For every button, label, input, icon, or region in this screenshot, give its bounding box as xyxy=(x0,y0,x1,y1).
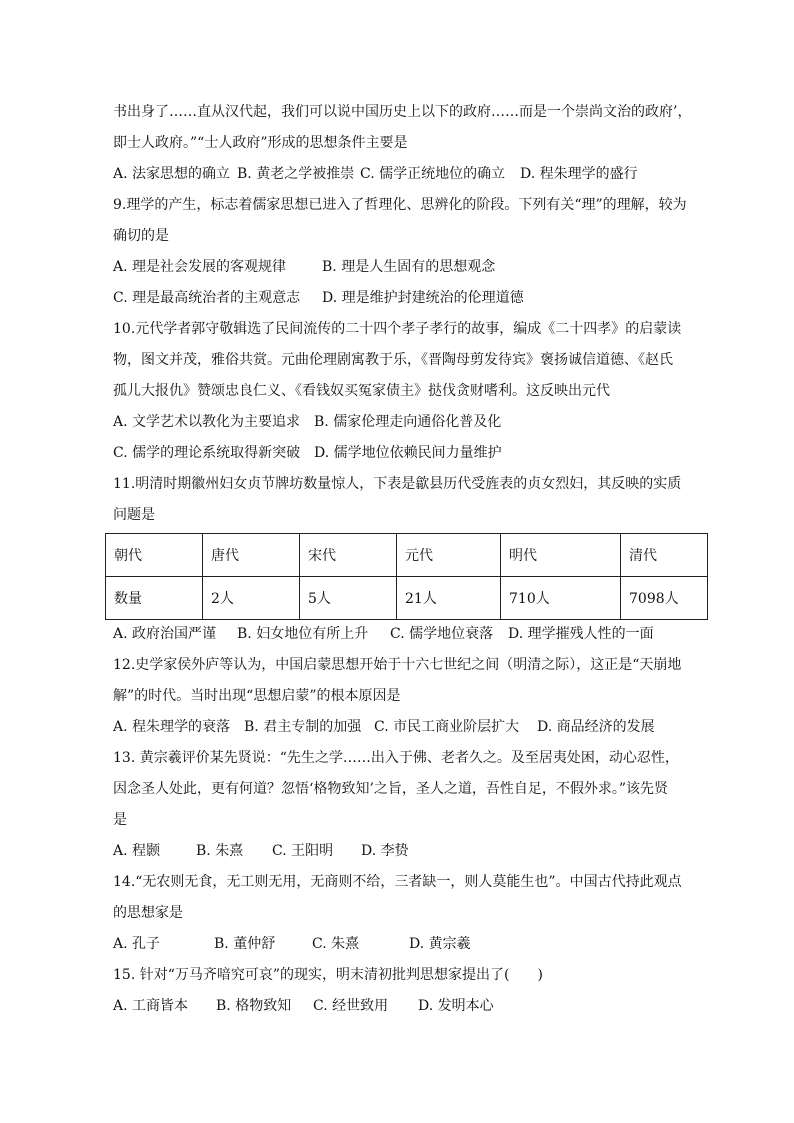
q11-option-c: C. 儒学地位衰落 xyxy=(390,626,494,642)
table-cell: 2人 xyxy=(203,577,300,620)
q12-stem-line-2: 解”的时代。当时出现“思想启蒙”的根本原因是 xyxy=(113,688,401,704)
table-cell: 7098人 xyxy=(621,577,708,620)
q14-stem-line-2: 的思想家是 xyxy=(113,905,183,921)
q12-options xyxy=(113,717,655,737)
q8-option-a: A. 法家思想的确立 xyxy=(113,166,231,182)
q10-option-d: D. 儒学地位依赖民间力量维护 xyxy=(314,445,502,461)
q10-stem-line-1: 10.元代学者郭守敬辑选了民间流传的二十四个孝子孝行的故事，编成《二十四孝》的启蒙读 xyxy=(113,321,682,337)
q15-option-a: A. 工商皆本 xyxy=(113,998,189,1014)
q15-option-b: B. 格物致知 xyxy=(216,998,292,1014)
q15-stem-line-1: 15. 针对“万马齐喑究可哀”的现实，明末清初批判思想家提出了( ) xyxy=(113,967,543,983)
q9-option-b: B. 理是人生固有的思想观念 xyxy=(322,259,496,275)
chastity-arch-table xyxy=(105,533,708,620)
q9-option-d: D. 理是维护封建统治的伦理道德 xyxy=(322,290,524,306)
q9-stem-line-1: 9.理学的产生，标志着儒家思想已进入了哲理化、思辨化的阶段。下列有关“理”的理解，较为 xyxy=(113,197,687,213)
q12-option-c: C. 市民工商业阶层扩大 xyxy=(374,719,520,735)
q9-option-c: C. 理是最高统治者的主观意志 xyxy=(113,290,301,306)
q8-options xyxy=(113,164,638,184)
q11-stem-line-2: 问题是 xyxy=(113,507,155,523)
table-cell: 5人 xyxy=(300,577,397,620)
q13-stem-line-1: 13. 黄宗羲评价某先贤说：“先生之学……出入于佛、老者久之。及至居夷处困，动心忍性， xyxy=(113,750,679,766)
q14-option-a: A. 孔子 xyxy=(113,936,161,952)
table-cell: 唐代 xyxy=(203,534,300,577)
q13-option-b: B. 朱熹 xyxy=(196,843,244,859)
q10-option-c: C. 儒学的理论系统取得新突破 xyxy=(113,445,301,461)
q8-stem-line-1: 书出身了……直从汉代起，我们可以说中国历史上以下的政府……而是一个崇尚文治的政府’， xyxy=(113,104,692,120)
q11-stem-line-1: 11.明清时期徽州妇女贞节牌坊数量惊人，下表是歙县历代受旌表的贞女烈妇，其反映的实质 xyxy=(113,476,682,492)
table-cell: 数量 xyxy=(106,577,203,620)
q10-stem-line-2: 物，图文并茂，雅俗共赏。元曲伦理剧寓教于乐，《晋陶母剪发待宾》褒扬诚信道德、《赵氏 xyxy=(113,352,673,368)
q13-option-a: A. 程颢 xyxy=(113,843,161,859)
q13-stem-line-3: 是 xyxy=(113,812,127,828)
q11-option-a: A. 政府治国严谨 xyxy=(113,626,217,642)
q11-option-d: D. 理学摧残人性的一面 xyxy=(508,626,654,642)
q10-options-row-1 xyxy=(113,412,501,432)
q11-options xyxy=(113,624,654,644)
q9-option-a: A. 理是社会发展的客观规律 xyxy=(113,259,287,275)
q9-stem-line-2: 确切的是 xyxy=(113,228,169,244)
q15-option-c: C. 经世致用 xyxy=(313,998,389,1014)
q11-option-b: B. 妇女地位有所上升 xyxy=(237,626,369,642)
q13-option-d: D. 李贽 xyxy=(361,843,409,859)
table-row xyxy=(106,577,708,620)
q10-option-b: B. 儒家伦理走向通俗化普及化 xyxy=(314,414,502,430)
table-cell: 清代 xyxy=(621,534,708,577)
q9-options-row-1 xyxy=(113,257,495,277)
table-cell: 宋代 xyxy=(300,534,397,577)
table-cell: 朝代 xyxy=(106,534,203,577)
q13-options xyxy=(113,841,409,861)
q12-option-a: A. 程朱理学的衰落 xyxy=(113,719,231,735)
q14-option-b: B. 董仲舒 xyxy=(214,936,276,952)
q9-options-row-2 xyxy=(113,288,524,308)
q12-option-d: D. 商品经济的发展 xyxy=(537,719,655,735)
q10-option-a: A. 文学艺术以教化为主要追求 xyxy=(113,414,301,430)
q13-option-c: C. 王阳明 xyxy=(272,843,334,859)
table-cell: 元代 xyxy=(397,534,501,577)
q15-option-d: D. 发明本心 xyxy=(418,998,494,1014)
q14-options xyxy=(113,934,471,954)
q8-option-d: D. 程朱理学的盛行 xyxy=(520,166,638,182)
q14-stem-line-1: 14.“无农则无食，无工则无用，无商则不给，三者缺一，则人莫能生也”。中国古代持此观点 xyxy=(113,874,682,890)
table-cell: 710人 xyxy=(501,577,621,620)
q12-stem-line-1: 12.史学家侯外庐等认为，中国启蒙思想开始于十六七世纪之间（明清之际），这正是“天崩地 xyxy=(113,657,682,673)
q14-option-c: C. 朱熹 xyxy=(312,936,360,952)
q10-stem-line-3: 孤儿大报仇》赞颂忠良仁义、《看钱奴买冤家债主》挞伐贪财嗜利。这反映出元代 xyxy=(113,383,610,399)
table-row xyxy=(106,534,708,577)
q12-option-b: B. 君主专制的加强 xyxy=(244,719,362,735)
q13-stem-line-2: 因念圣人处此，更有何道？忽悟‘格物致知’之旨，圣人之道，吾性自足，不假外求。”该先贤 xyxy=(113,781,669,797)
q8-stem-line-2: 即士人政府。”“士人政府”形成的思想条件主要是 xyxy=(113,135,408,151)
q15-options xyxy=(113,996,494,1016)
q8-option-c: C. 儒学正统地位的确立 xyxy=(360,166,506,182)
q8-option-b: B. 黄老之学被推崇 xyxy=(237,166,355,182)
table-cell: 明代 xyxy=(501,534,621,577)
q10-options-row-2 xyxy=(113,443,502,463)
table-cell: 21人 xyxy=(397,577,501,620)
q14-option-d: D. 黄宗羲 xyxy=(409,936,471,952)
